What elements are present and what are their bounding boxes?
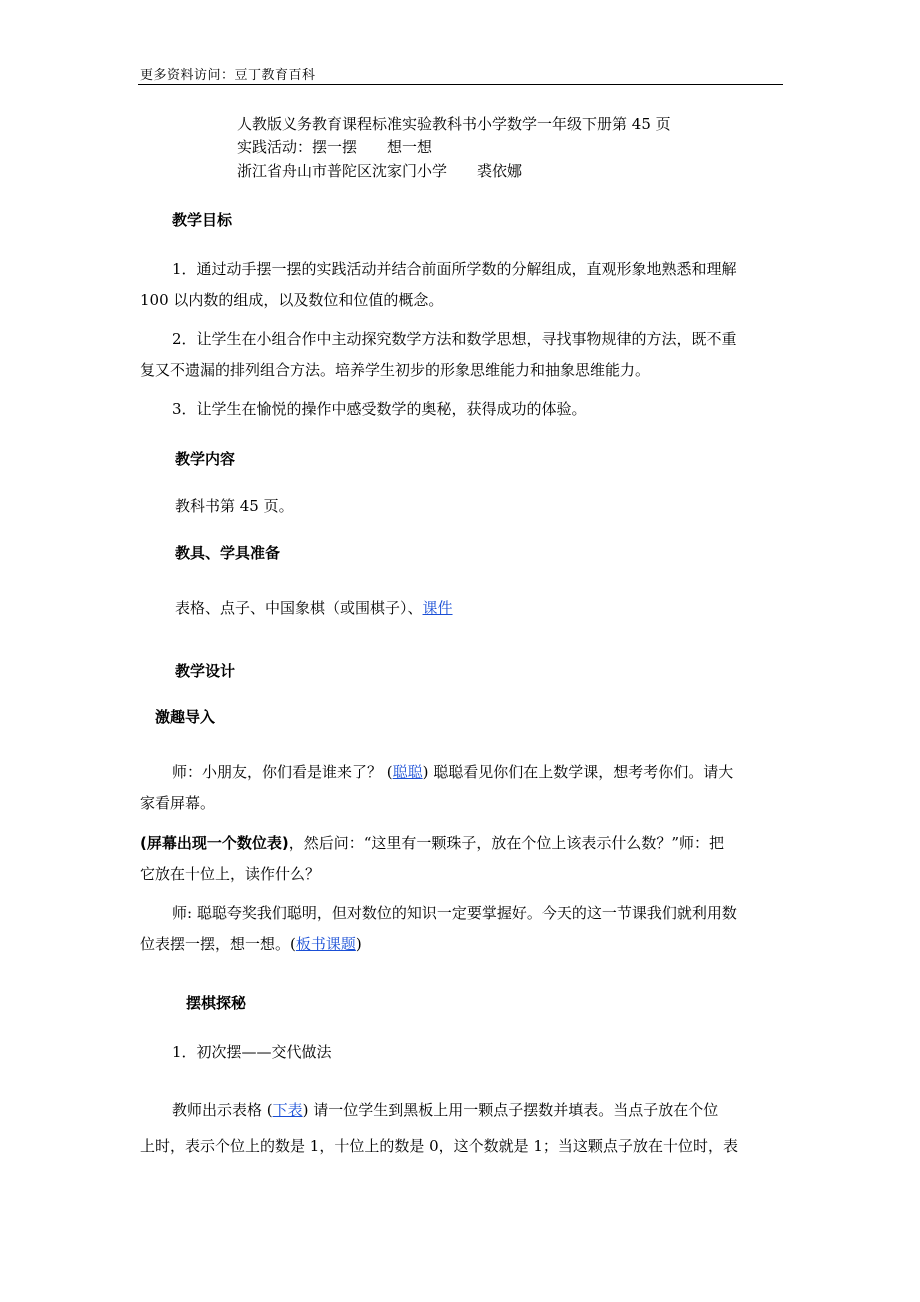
meta-textbook: 人教版义务教育课程标准实验教科书小学数学一年级下册第 45 页 <box>237 115 671 133</box>
board-title-link[interactable]: 板书课题 <box>295 935 356 953</box>
explore-text-a: 教师出示表格 ( <box>172 1101 273 1119</box>
goal-item-2 <box>140 324 785 386</box>
intro-p2-text-a: ，然后问：“这里有一颗珠子，放在个位上该表示什么数？”师：把 <box>288 834 725 852</box>
intro-paragraph-2 <box>140 828 785 890</box>
section-heading-goals: 教学目标 <box>172 211 233 229</box>
intro-p3-text-b: 位表摆一摆，想一想。( <box>140 935 296 953</box>
page-header: 更多资料访问：豆丁教育百科 <box>140 68 316 83</box>
goal-item-2-line-2: 复又不遗漏的排列组合方法。培养学生初步的形象思维能力和抽象思维能力。 <box>140 361 651 379</box>
goal-item-3 <box>140 394 785 425</box>
goal-item-1-line-1: 1．通过动手摆一摆的实践活动并结合前面所学数的分解组成，直观形象地熟悉和理解 <box>172 260 737 278</box>
explore-paragraph <box>140 1092 785 1164</box>
goal-item-1 <box>140 254 785 316</box>
explore-text-c: 上时，表示个位上的数是 1，十位上的数是 0，这个数就是 1；当这颗点子放在十位时，表 <box>140 1137 738 1155</box>
section-heading-tools: 教具、学具准备 <box>175 544 281 562</box>
explore-text-b: ) 请一位学生到黑板上用一颗点子摆数并填表。当点子放在个位 <box>302 1101 719 1119</box>
meta-author: 浙江省舟山市普陀区沈家门小学 裘依娜 <box>237 162 523 180</box>
intro-p3-text-a: 师: 聪聪夸奖我们聪明，但对数位的知识一定要掌握好。今天的这一节课我们就利用数 <box>172 904 737 922</box>
congcong-link[interactable]: 聪聪 <box>392 763 423 781</box>
header-divider <box>138 84 783 85</box>
intro-p2-text-b: 它放在十位上，读作什么？ <box>140 865 321 883</box>
goal-item-3-line-1: 3．让学生在愉悦的操作中感受数学的奥秘，获得成功的体验。 <box>172 400 587 418</box>
tools-text <box>175 601 453 616</box>
section-heading-explore: 摆棋探秘 <box>186 994 247 1012</box>
goal-item-1-line-2: 100 以内数的组成，以及数位和位值的概念。 <box>140 291 444 309</box>
intro-paragraph-3 <box>140 898 785 960</box>
meta-activity: 实践活动：摆一摆 想一想 <box>237 138 433 156</box>
intro-p1-text-a: 师：小朋友，你们看是谁来了？ ( <box>172 763 393 781</box>
courseware-link[interactable]: 课件 <box>422 599 453 617</box>
intro-p1-text-b: ) 聪聪看见你们在上数学课，想考考你们。请大 <box>422 763 734 781</box>
section-heading-intro: 激趣导入 <box>155 708 216 726</box>
intro-p3-text-c: ) <box>355 935 362 953</box>
section-heading-content: 教学内容 <box>175 450 236 468</box>
goal-item-2-line-1: 2．让学生在小组合作中主动探究数学方法和数学思想，寻找事物规律的方法，既不重 <box>172 330 737 348</box>
section-heading-design: 教学设计 <box>175 662 236 680</box>
tools-list: 表格、点子、中国象棋（或围棋子）、 <box>175 599 423 617</box>
intro-p1-text-c: 家看屏幕。 <box>140 794 216 812</box>
content-text: 教科书第 45 页。 <box>175 497 294 515</box>
table-below-link[interactable]: 下表 <box>272 1101 303 1119</box>
intro-paragraph-1 <box>140 757 785 819</box>
explore-step-1: 1．初次摆——交代做法 <box>172 1043 332 1061</box>
screen-note: (屏幕出现一个数位表) <box>140 834 289 852</box>
